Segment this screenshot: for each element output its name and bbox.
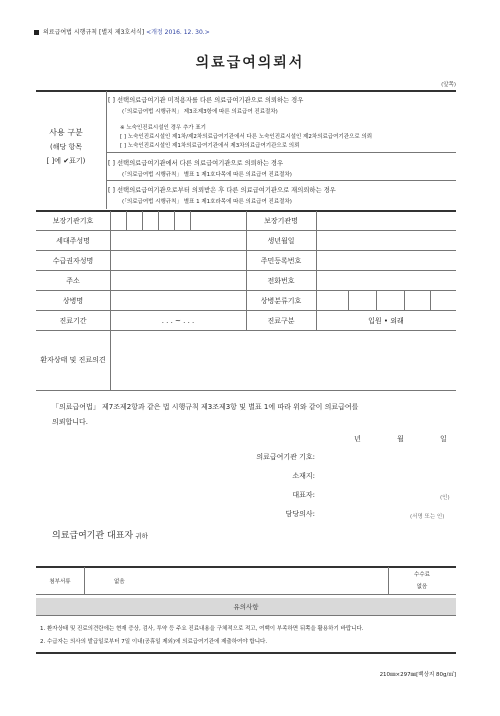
- page-title: 의료급여의뢰서: [195, 55, 305, 71]
- usage-option-2[interactable]: [108, 158, 292, 178]
- code-box-line: [376, 291, 377, 310]
- checkbox[interactable]: [ ]: [108, 97, 115, 104]
- col-line: [110, 211, 111, 390]
- usage-label-line: [ ]에 ✔표기): [46, 157, 86, 165]
- top-border: [36, 90, 456, 92]
- homeless-option-1[interactable]: [ ] 노숙인진료시설인 제1차/제2차의료급여기관에서 다른 노숙인진료시설인 제2차의료급여기관으로 의뢰: [120, 134, 373, 140]
- month-label: 월: [397, 435, 404, 443]
- legal-reference: [34, 27, 210, 36]
- usage-divider: [106, 91, 107, 209]
- phone-label: 전화번호: [267, 276, 295, 285]
- option-subtext: (「의료급여법 시행규칙」 별표 1 제1호라목에 따른 의료급여 진료절차): [122, 199, 292, 205]
- revision-text: <개정 2016. 12. 30.>: [146, 29, 210, 36]
- usage-separator: [106, 152, 456, 153]
- homeless-option-2[interactable]: [ ] 노숙인진료시설인 제1차의료급여기관에서 제3차의료급여기관으로 의뢰: [120, 143, 300, 149]
- note-item-2: 2. 수급자는 의사의 발급일로부터 7일 이내(공휴일 제외)에 의료급여기관에 제출하여야 합니다.: [40, 639, 268, 645]
- col-line: [84, 567, 85, 594]
- household-head-label: 세대주성명: [56, 236, 90, 245]
- fee-label: 수수료: [414, 572, 430, 578]
- location-label: 소재지:: [292, 472, 315, 480]
- attachments-top-border: [36, 566, 456, 568]
- code-box-line: [430, 291, 431, 310]
- usage-option-3[interactable]: [108, 185, 336, 205]
- address-label: 주소: [66, 276, 80, 285]
- option-subtext: (「의료급여법 시행규칙」 별표 1 제1호다목에 따른 의료급여 진료절차): [122, 172, 292, 178]
- checkbox[interactable]: [ ]: [108, 160, 115, 167]
- legal-ref-text: 의료급여법 시행규칙 [별지 제3호서식]: [43, 29, 145, 36]
- code-box-line: [126, 211, 127, 230]
- row-line: [36, 390, 456, 391]
- disease-name-label: 상병명: [62, 296, 84, 305]
- option-text: 선택의료급여기관 미적용자를 다른 의료급여기관으로 의뢰하는 경우: [116, 97, 304, 104]
- birth-date-label: 생년월일: [267, 236, 295, 245]
- code-box-line: [404, 291, 405, 310]
- care-type-value[interactable]: 입원 • 외래: [368, 316, 404, 325]
- disease-code-label: 상병분류기호: [260, 296, 302, 305]
- code-box-line: [190, 211, 191, 230]
- usage-option-1[interactable]: [108, 95, 303, 115]
- security-org-code-label: 보장기관기호: [52, 216, 94, 225]
- notes-bottom-border: [36, 652, 456, 654]
- addressee-name: 의료급여기관 대표자: [52, 531, 134, 541]
- option-text: 선택의료급여기관으로부터 의뢰받은 후 다른 의료급여기관으로 재의뢰하는 경우: [116, 187, 336, 194]
- representative-label: 대표자:: [292, 491, 315, 499]
- attachments-value: 없음: [114, 579, 125, 585]
- opinion-label: 환자상태 및 진료의견: [40, 356, 106, 364]
- usage-label: [36, 126, 96, 168]
- option-subtext: (「의료급여법 시행규칙」 제3조제3항에 따른 의료급여 진료절차): [122, 109, 278, 115]
- paper-size: 210㎜×297㎜[백상지 80g/㎡]: [379, 672, 456, 678]
- seal-hint: (인): [440, 495, 450, 501]
- code-box-line: [348, 291, 349, 310]
- note-item-1: 1. 환자상태 및 진료의견란에는 현재 증상, 검사, 투약 등 주요 진료내용을 구체적으로 적고, 여백이 부족하면 뒤쪽을 활용하기 바랍니다.: [40, 626, 364, 632]
- homeless-note-title: ※ 노숙인진료시설인 경우 추가 표기: [120, 125, 206, 131]
- code-box-line: [158, 211, 159, 230]
- attachments-bottom-border: [36, 594, 456, 595]
- statement-line-1: 「의료급여법」 제7조제2항과 같은 법 시행규칙 제3조제3항 및 별표 1에 따라 위와 같이 의료급여를: [52, 403, 359, 411]
- period-value[interactable]: . . . ~ . . .: [161, 316, 195, 325]
- year-label: 년: [354, 435, 361, 443]
- notes-title: 유의사항: [233, 603, 259, 611]
- page-side-label: (앞쪽): [441, 82, 456, 88]
- option-text: 선택의료급여기관에서 다른 의료급여기관으로 의뢰하는 경우: [116, 160, 284, 167]
- doctor-label: 담당의사:: [285, 510, 315, 518]
- usage-label-line: 사용 구분: [49, 128, 83, 137]
- security-org-name-label: 보장기관명: [264, 216, 298, 225]
- sign-hint: (서명 또는 인): [410, 514, 445, 520]
- addressee-suffix: 귀하: [135, 532, 148, 540]
- period-label: 진료기간: [59, 316, 87, 325]
- checkbox[interactable]: [ ]: [108, 187, 115, 194]
- usage-label-line: (해당 항목: [49, 143, 82, 151]
- statement-line-2: 의뢰합니다.: [52, 418, 89, 426]
- fee-value: 없음: [416, 584, 428, 590]
- notes-divider: [36, 615, 456, 616]
- care-type-label: 진료구분: [267, 316, 295, 325]
- day-label: 일: [440, 435, 447, 443]
- square-bullet-icon: [34, 30, 39, 35]
- code-box-line: [142, 211, 143, 230]
- recipient-name-label: 수급권자성명: [52, 256, 94, 265]
- attachments-label: 첨부서류: [49, 578, 71, 585]
- code-box-line: [174, 211, 175, 230]
- resident-number-label: 주민등록번호: [260, 256, 302, 265]
- addressee: [52, 528, 148, 541]
- usage-separator: [106, 180, 456, 181]
- org-code-label: 의료급여기관 기호:: [256, 453, 315, 461]
